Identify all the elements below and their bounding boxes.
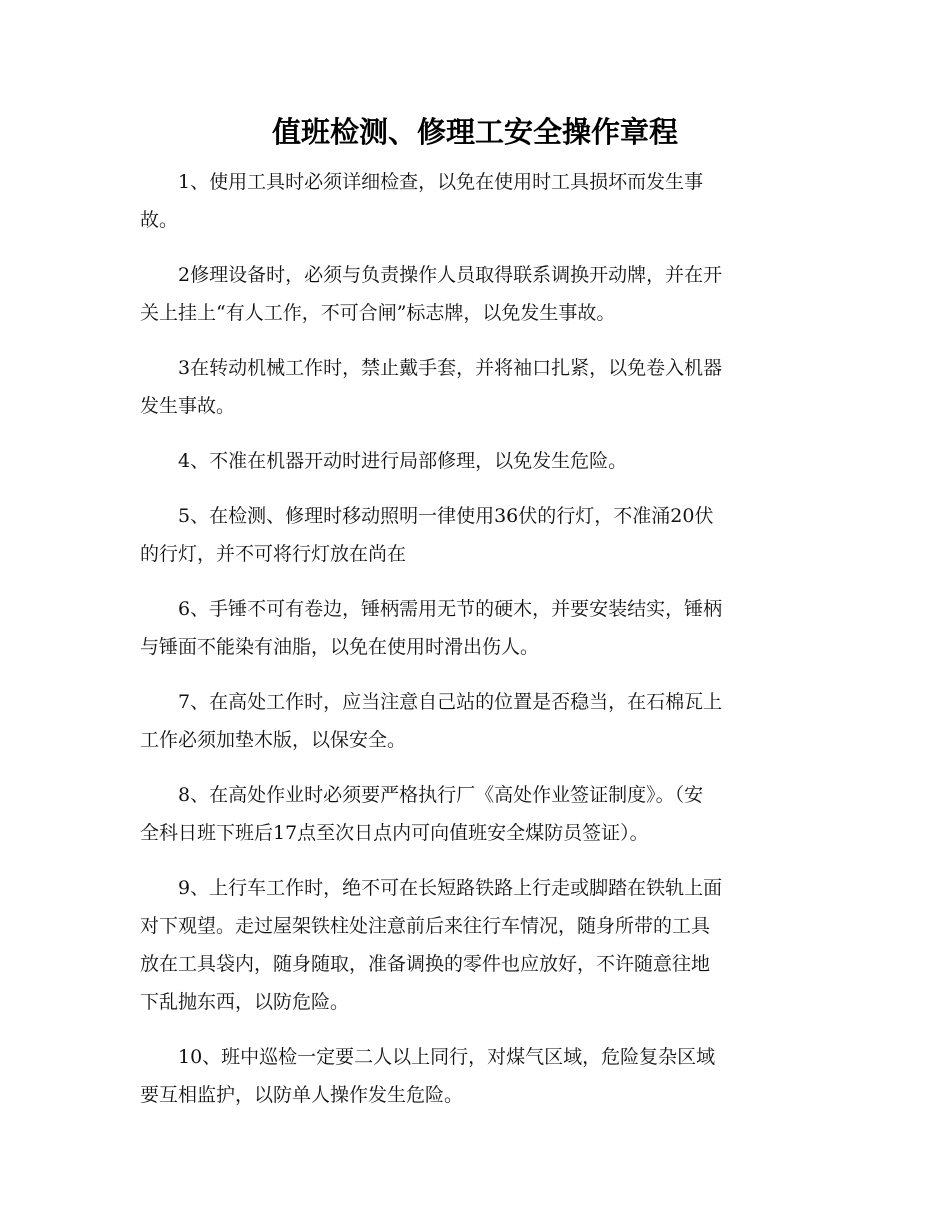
paragraph-line: 要互相监护，以防单人操作发生危险。 [140,1084,464,1106]
paragraph-10 [140,1038,815,1114]
paragraph-1 [140,163,815,239]
document-title: 值班检测、修理工安全操作章程 [271,115,678,149]
paragraph-line: 与锤面不能染有油脂，以免在使用时滑出伤人。 [140,636,540,658]
document-body [140,163,815,1131]
paragraph-4 [140,442,815,480]
paragraph-line: 工作必须加垫木版，以保安全。 [140,729,407,751]
paragraph-line: 1、使用工具时必须详细检查，以免在使用时工具损坏而发生事 [178,171,704,193]
paragraph-line: 9、上行车工作时，绝不可在长短路铁路上行走或脚踏在铁轨上面 [178,877,723,899]
paragraph-line: 放在工具袋内，随身随取，准备调换的零件也应放好，不许随意往地 [140,953,711,975]
paragraph-line: 7、在高处工作时，应当注意自己站的位置是否稳当，在石棉瓦上 [178,691,723,713]
paragraph-7 [140,683,815,759]
paragraph-line: 发生事故。 [140,395,236,417]
paragraph-8 [140,776,815,852]
paragraph-5 [140,497,815,573]
paragraph-line: 4、不准在机器开动时进行局部修理，以免发生危险。 [178,450,628,472]
paragraph-line: 10、班中巡检一定要二人以上同行，对煤气区域，危险复杂区域 [178,1046,716,1068]
paragraph-line: 5、在检测、修理时移动照明一律使用36伏的行灯，不准涌20伏 [178,505,714,527]
paragraph-line: 的行灯，并不可将行灯放在尚在 [140,543,407,565]
paragraph-line: 关上挂上“有人工作，不可合闸”标志牌，以免发生事故。 [140,302,616,324]
paragraph-line: 故。 [140,209,179,231]
paragraph-line: 2修理设备时，必须与负责操作人员取得联系调换开动牌，并在开 [178,264,723,286]
paragraph-3 [140,349,815,425]
paragraph-2 [140,256,815,332]
paragraph-line: 6、手锤不可有卷边，锤柄需用无节的硬木，并要安装结实，锤柄 [178,598,723,620]
paragraph-line: 下乱抛东西，以防危险。 [140,991,350,1013]
paragraph-9 [140,869,815,1021]
paragraph-line: 8、在高处作业时必须要严格执行厂《高处作业签证制度》。（安 [178,784,704,806]
paragraph-line: 3在转动机械工作时，禁止戴手套，并将袖口扎紧，以免卷入机器 [178,357,723,379]
paragraph-6 [140,590,815,666]
paragraph-line: 全科日班下班后17点至次日点内可向值班安全煤防员签证）。 [140,822,649,844]
paragraph-line: 对下观望。走过屋架铁柱处注意前后来往行车情况，随身所带的工具 [140,915,711,937]
